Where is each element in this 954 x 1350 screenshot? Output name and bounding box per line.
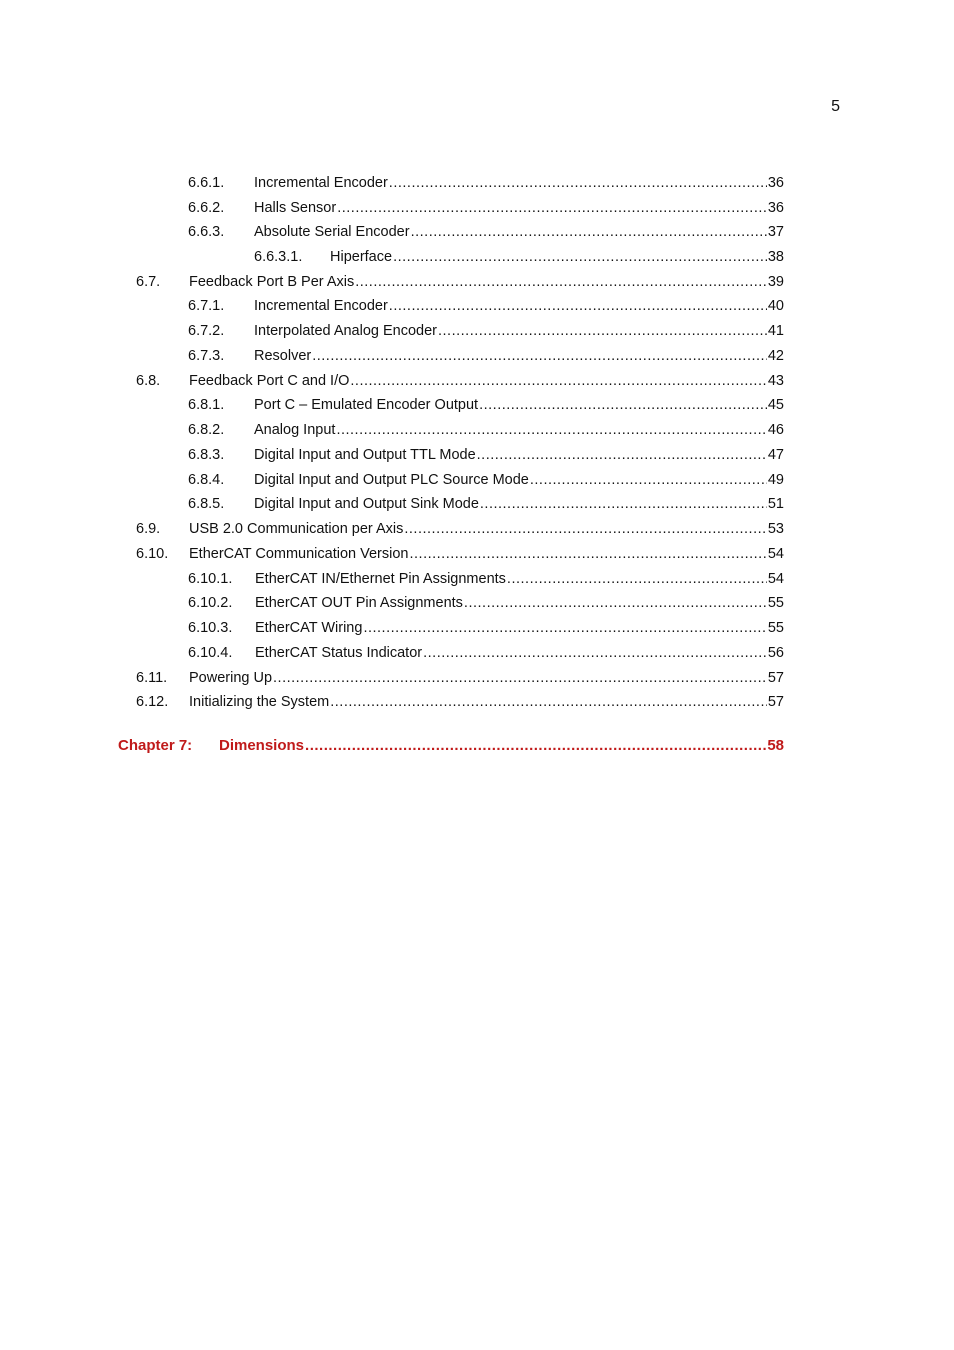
toc-entry-page: 39 [767, 274, 784, 290]
toc-entry[interactable] [188, 618, 784, 638]
toc-entry-number: 6.8.1. [188, 397, 225, 413]
toc-dot-leader [363, 618, 766, 638]
toc-dot-leader [337, 198, 767, 218]
toc-entry-number: 6.7.2. [188, 323, 225, 339]
toc-entry-page: 55 [767, 620, 784, 636]
toc-entry-number: 6.11. [136, 670, 168, 686]
toc-entry-title: EtherCAT Status Indicator [255, 645, 423, 661]
toc-entry-number: 6.10.2. [188, 595, 233, 611]
toc-dot-leader [312, 346, 767, 366]
toc-dot-leader [393, 247, 767, 267]
toc-entry-title: Digital Input and Output Sink Mode [254, 496, 479, 512]
toc-dot-leader [350, 371, 766, 391]
toc-entry-number: 6.6.3.1. [254, 249, 303, 265]
toc-entry[interactable] [136, 692, 784, 712]
toc-chapter-entry[interactable] [118, 736, 784, 756]
toc-entry-number: 6.6.1. [188, 175, 225, 191]
toc-dot-leader [389, 296, 767, 316]
toc-entry-title: Port C – Emulated Encoder Output [254, 397, 479, 413]
toc-chapter-page: 58 [767, 737, 784, 754]
toc-entry-title: Interpolated Analog Encoder [254, 323, 437, 339]
toc-entry-number: 6.8.4. [188, 472, 225, 488]
toc-entry-number: 6.7. [136, 274, 161, 290]
toc-entry-page: 55 [767, 595, 784, 611]
toc-entry[interactable] [136, 668, 784, 688]
toc-entry-title: Halls Sensor [254, 200, 337, 216]
toc-entry[interactable] [188, 643, 784, 663]
toc-entry-number: 6.10. [136, 546, 169, 562]
toc-dot-leader [464, 593, 767, 613]
toc-dot-leader [355, 272, 767, 292]
toc-dot-leader [530, 470, 767, 490]
toc-entry-number: 6.8.2. [188, 422, 225, 438]
toc-entry-title: Incremental Encoder [254, 298, 388, 314]
toc-entry-number: 6.8.5. [188, 496, 225, 512]
toc-entry[interactable] [136, 272, 784, 292]
toc-entry[interactable] [188, 470, 784, 490]
toc-dot-leader [479, 395, 767, 415]
toc-entry-page: 47 [767, 447, 784, 463]
toc-entry-page: 54 [767, 546, 784, 562]
toc-entry[interactable] [254, 247, 784, 267]
toc-entry[interactable] [136, 544, 784, 564]
toc-dot-leader [389, 173, 767, 193]
toc-entry[interactable] [188, 346, 784, 366]
toc-entry-number: 6.10.4. [188, 645, 233, 661]
toc-entry-number: 6.12. [136, 694, 169, 710]
toc-dot-leader [423, 643, 767, 663]
toc-entry-title: Digital Input and Output PLC Source Mode [254, 472, 529, 488]
toc-dot-leader [480, 494, 767, 514]
toc-chapter-number: Chapter 7: [118, 737, 193, 754]
toc-entry-page: 56 [767, 645, 784, 661]
toc-entry-page: 36 [767, 175, 784, 191]
toc-entry-page: 36 [767, 200, 784, 216]
toc-entry[interactable] [136, 519, 784, 539]
toc-dot-leader [305, 736, 766, 756]
toc-entry[interactable] [188, 494, 784, 514]
toc-dot-leader [409, 544, 766, 564]
toc-entry[interactable] [188, 395, 784, 415]
toc-entry[interactable] [136, 371, 784, 391]
toc-entry[interactable] [188, 593, 784, 613]
toc-entry[interactable] [188, 296, 784, 316]
toc-dot-leader [507, 569, 767, 589]
toc-dot-leader [404, 519, 766, 539]
toc-entry-title: EtherCAT OUT Pin Assignments [255, 595, 463, 611]
toc-entry-title: Initializing the System [189, 694, 330, 710]
toc-entry-page: 53 [767, 521, 784, 537]
toc-entry[interactable] [188, 198, 784, 218]
toc-entry-title: Feedback Port C and I/O [189, 373, 350, 389]
toc-entry-page: 46 [767, 422, 784, 438]
toc-entry-title: Incremental Encoder [254, 175, 388, 191]
page-number: 5 [831, 98, 840, 115]
toc-entry[interactable] [188, 569, 784, 589]
toc-entry-number: 6.9. [136, 521, 161, 537]
toc-entry-page: 37 [767, 224, 784, 240]
toc-entry-page: 57 [767, 694, 784, 710]
toc-entry-page: 42 [767, 348, 784, 364]
toc-entry-title: EtherCAT IN/Ethernet Pin Assignments [255, 571, 506, 587]
toc-entry[interactable] [188, 420, 784, 440]
toc-entry-title: Hiperface [330, 249, 393, 265]
toc-entry-number: 6.10.1. [188, 571, 233, 587]
toc-entry-number: 6.7.3. [188, 348, 225, 364]
toc-entry[interactable] [188, 321, 784, 341]
toc-dot-leader [273, 668, 767, 688]
toc-entry-title: Powering Up [189, 670, 273, 686]
toc-entry-title: EtherCAT Wiring [255, 620, 363, 636]
toc-entry-title: Analog Input [254, 422, 336, 438]
toc-entry[interactable] [188, 173, 784, 193]
toc-entry-title: Absolute Serial Encoder [254, 224, 410, 240]
toc-dot-leader [438, 321, 767, 341]
toc-entry-number: 6.8.3. [188, 447, 225, 463]
toc-entry-title: Resolver [254, 348, 312, 364]
toc-dot-leader [336, 420, 766, 440]
toc-entry-title: Digital Input and Output TTL Mode [254, 447, 476, 463]
toc-entry-page: 43 [767, 373, 784, 389]
toc-entry-page: 51 [767, 496, 784, 512]
toc-entry-number: 6.6.2. [188, 200, 225, 216]
toc-entry[interactable] [188, 445, 784, 465]
toc-dot-leader [477, 445, 767, 465]
toc-entry-number: 6.6.3. [188, 224, 225, 240]
toc-entry-number: 6.7.1. [188, 298, 225, 314]
toc-entry-number: 6.10.3. [188, 620, 233, 636]
toc-dot-leader [330, 692, 767, 712]
toc-dot-leader [411, 222, 767, 242]
toc-entry-page: 45 [767, 397, 784, 413]
toc-entry[interactable] [188, 222, 784, 242]
toc-entry-page: 54 [767, 571, 784, 587]
toc-entry-page: 49 [767, 472, 784, 488]
toc-entry-page: 38 [767, 249, 784, 265]
toc-entry-title: Feedback Port B Per Axis [189, 274, 355, 290]
toc-entry-title: EtherCAT Communication Version [189, 546, 409, 562]
toc-entry-page: 57 [767, 670, 784, 686]
toc-entry-page: 40 [767, 298, 784, 314]
toc-entry-title: USB 2.0 Communication per Axis [189, 521, 404, 537]
toc-entry-page: 41 [767, 323, 784, 339]
toc-chapter-title: Dimensions [219, 737, 305, 754]
toc-entry-number: 6.8. [136, 373, 161, 389]
